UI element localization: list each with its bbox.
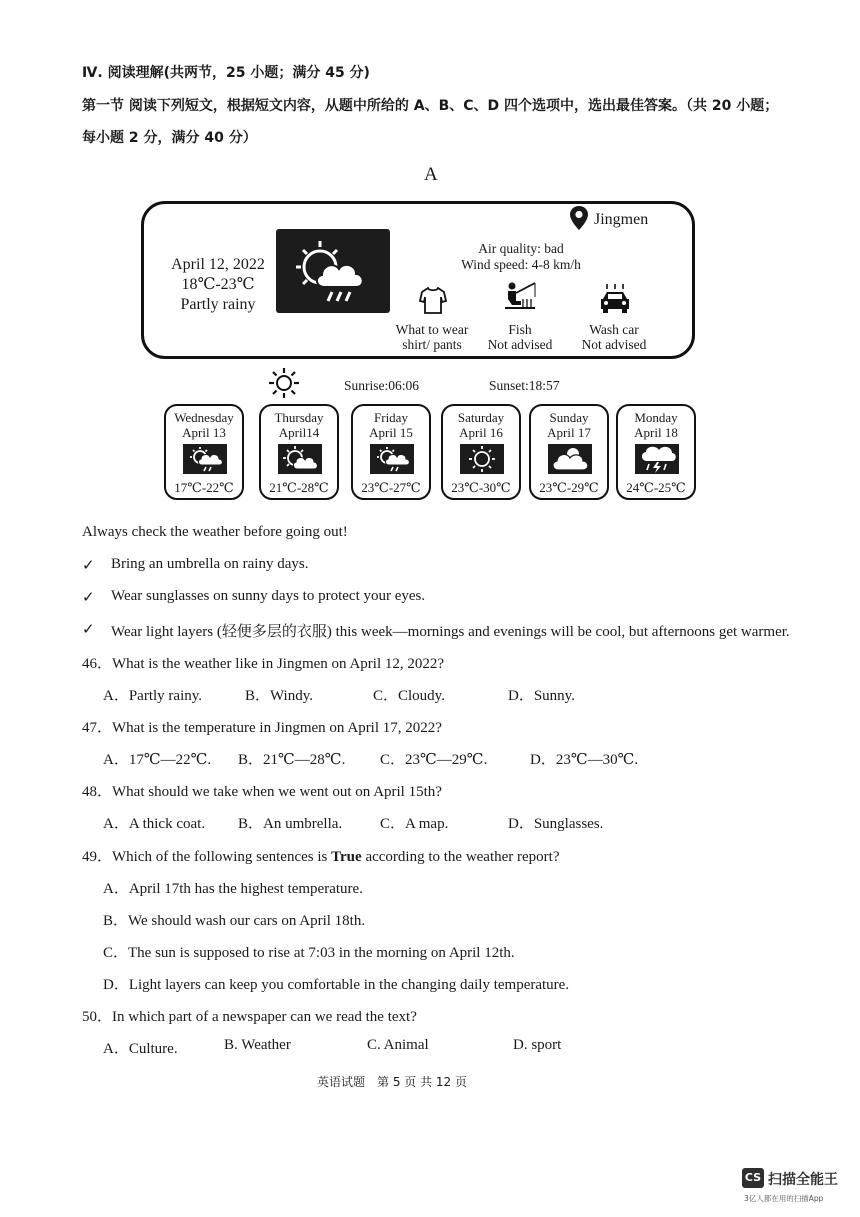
forecast-date: April 17 [547,425,591,440]
q46-option-a: A．Partly rainy. [103,688,203,704]
instruction-line-1: 第一节 阅读下列短文，根据短文内容，从题中所给的 A、B、C、D 四个选项中，选出最佳答案。（共 20 小题； [82,98,779,114]
tip-wear-value: shirt/ pants [402,337,462,352]
q49-option-b: B．We should wash our cars on April 18th. [103,913,366,929]
q50-option-b: B. Weather [224,1037,291,1053]
sunrise-time: Sunrise:06:06 [344,378,420,393]
forecast-day-name: Wednesday [174,410,234,425]
instruction-line-2: 每小题 2 分，满分 40 分） [82,130,257,146]
tip-wear [390,322,474,352]
q50-option-a: A．Culture. [103,1041,178,1057]
forecast-temp: 23℃-27℃ [361,480,421,495]
page-footer: 英语试题 第 5 页 共 12 页 [317,1075,467,1089]
shirt-icon [418,285,448,320]
current-temp: 18℃-23℃ [181,276,255,293]
location-pin-icon [569,205,589,236]
watermark-tagline: 3亿人都在用的扫描App [744,1194,824,1203]
passage-label: A [424,164,438,185]
check-icon: ✓ [82,558,95,574]
q46-option-b: B．Windy. [245,688,314,704]
forecast-day-card [351,404,431,500]
forecast-day-name: Saturday [457,410,505,425]
car-wash-icon [598,283,632,320]
forecast-day-name: Friday [374,410,408,425]
q49-stem-start: 49．Which of the following sentences is [82,849,332,865]
q49-stem-bold: True [331,849,362,865]
sun-icon [268,367,300,404]
q50-option-d: D. sport [513,1037,562,1053]
q47-option-d: D．23℃—30℃. [530,752,639,768]
forecast-day-card [616,404,696,500]
forecast-day-card [164,404,244,500]
tip-car-label: Wash car [589,322,639,337]
forecast-temp: 24℃-25℃ [626,480,686,495]
question-46: 46．What is the weather like in Jingmen on April 12, 2022? [82,656,445,672]
q47-option-a: A．17℃—22℃. [103,752,212,768]
sun-cloud-rain-icon [183,444,227,474]
forecast-temp: 23℃-30℃ [451,480,511,495]
current-condition: Partly rainy [180,296,256,313]
sun-cloud-icon [278,444,322,474]
advice-item: Bring an umbrella on rainy days. [111,556,309,572]
current-date: April 12, 2022 [171,256,265,273]
forecast-day-name: Monday [634,410,678,425]
forecast-temp: 21℃-28℃ [269,480,329,495]
sunset-time: Sunset:18:57 [489,378,560,393]
tip-fish [480,322,560,352]
tip-wear-label: What to wear [395,322,469,337]
air-quality: Air quality: bad [478,241,564,256]
forecast-date: April 15 [369,425,413,440]
q47-option-b: B．21℃—28℃. [238,752,346,768]
q49-option-d: D．Light layers can keep you comfortable in the changing daily temperature. [103,977,570,993]
sun-cloud-rain-icon [370,444,414,474]
question-49 [82,845,560,866]
check-icon: ✓ [82,590,95,606]
forecast-date: April 16 [459,425,503,440]
camscanner-logo: CS [742,1168,764,1188]
partly-rainy-icon [276,229,390,313]
fishing-icon [503,281,537,316]
tip-fish-value: Not advised [487,337,553,352]
q48-option-c: C．A map. [380,816,449,832]
forecast-date: April 18 [634,425,678,440]
section-heading: Ⅳ. 阅读理解(共两节，25 小题；满分 45 分) [82,65,370,81]
question-50: 50．In which part of a newspaper can we read the text? [82,1009,417,1025]
q47-option-c: C．23℃—29℃. [380,752,488,768]
wind-speed: Wind speed: 4-8 km/h [461,257,581,272]
forecast-day-name: Sunday [549,410,589,425]
thunder-rain-icon [635,444,679,474]
forecast-day-card [259,404,339,500]
question-47: 47．What is the temperature in Jingmen on April 17, 2022? [82,720,442,736]
forecast-date: April14 [278,425,320,440]
q46-option-c: C．Cloudy. [373,688,445,704]
q49-option-c: C．The sun is supposed to rise at 7:03 in the morning on April 12th. [103,945,515,961]
check-icon: ✓ [82,622,95,638]
forecast-date: April 13 [182,425,226,440]
watermark-name: 扫描全能王 [768,1172,838,1188]
advice-item: Wear light layers (轻便多层的衣服) this week—mornings and evenings will be cool, but afternoons get warmer. [111,624,790,640]
q48-option-b: B．An umbrella. [238,816,343,832]
tip-fish-label: Fish [508,322,532,337]
q48-option-d: D．Sunglasses. [508,816,604,832]
q46-option-d: D．Sunny. [508,688,575,704]
tip-car [574,322,654,352]
sun-icon [460,444,504,474]
advice-intro: Always check the weather before going out! [82,524,348,540]
current-weather-summary [166,255,270,315]
q49-stem-end: according to the weather report? [361,849,560,865]
advice-item: Wear sunglasses on sunny days to protect your eyes. [111,588,426,604]
tip-car-value: Not advised [581,337,647,352]
forecast-day-card [441,404,521,500]
q48-option-a: A．A thick coat. [103,816,206,832]
location-name: Jingmen [594,211,649,228]
forecast-day-card [529,404,609,500]
q49-option-a: A．April 17th has the highest temperature. [103,881,363,897]
q50-option-c: C. Animal [367,1037,429,1053]
forecast-temp: 17℃-22℃ [174,480,234,495]
forecast-temp: 23℃-29℃ [539,480,599,495]
forecast-day-name: Thursday [274,410,324,425]
question-48: 48．What should we take when we went out on April 15th? [82,784,442,800]
cloud-sun-icon [548,444,592,474]
